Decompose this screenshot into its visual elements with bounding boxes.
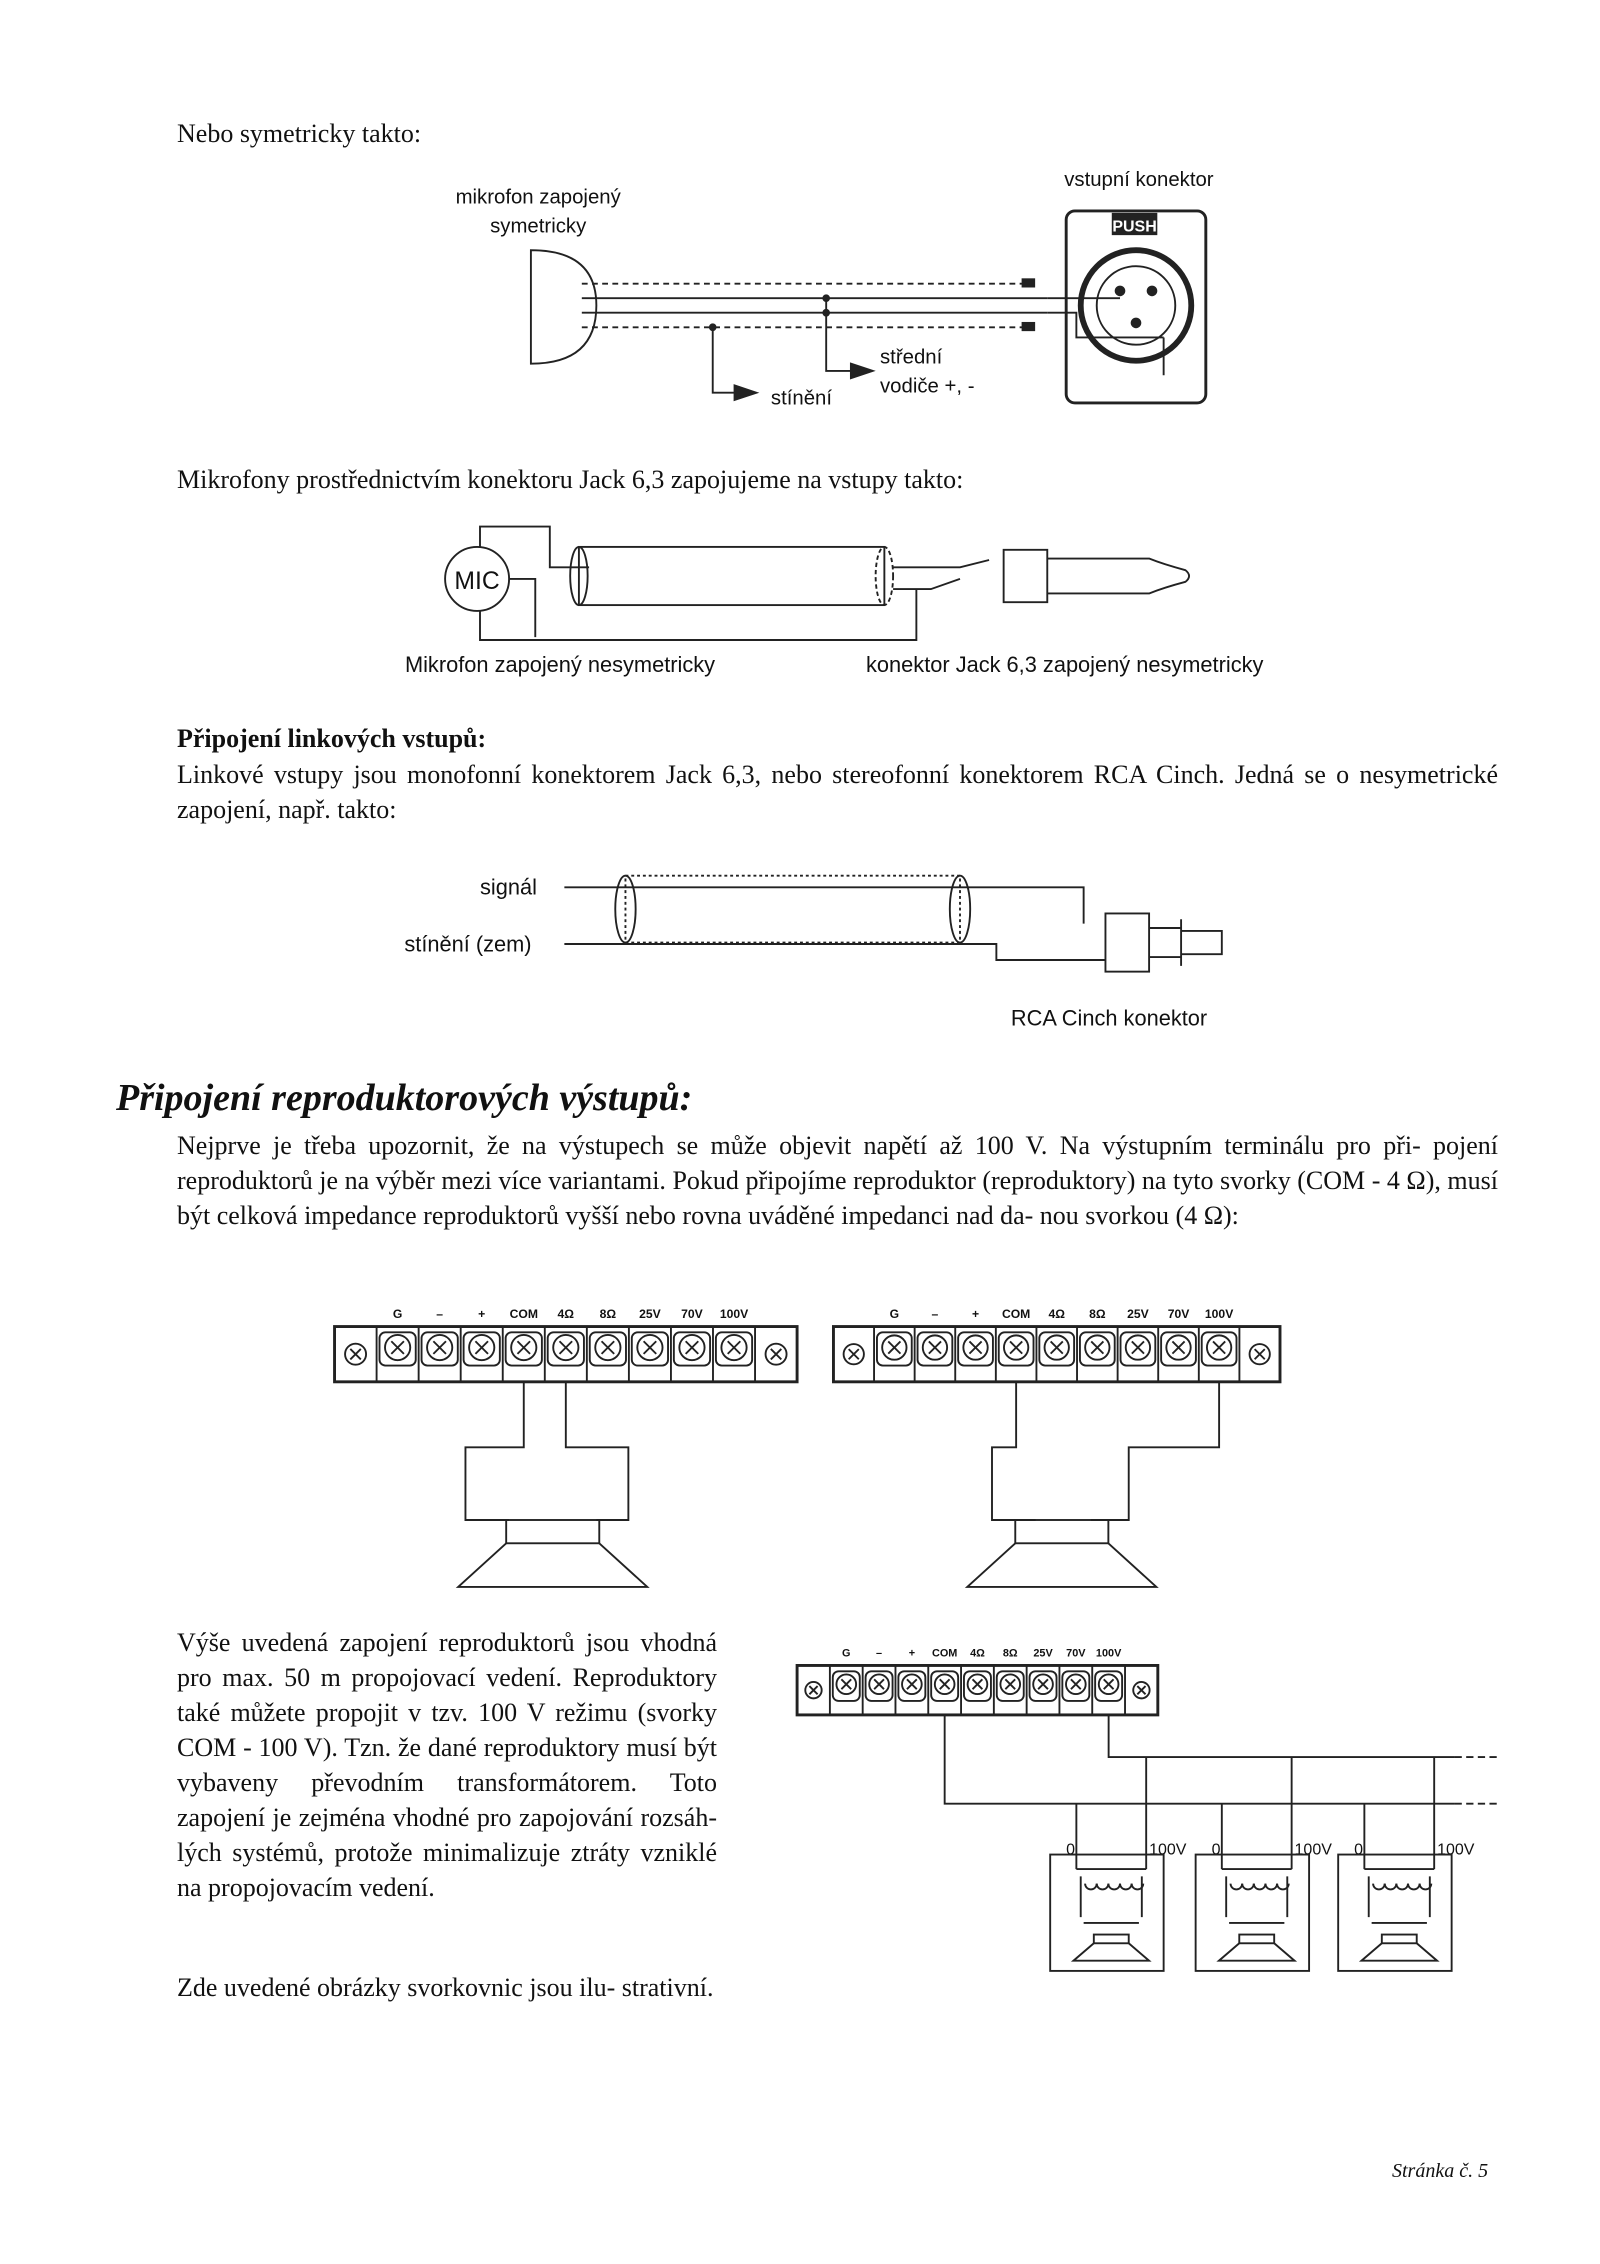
- push-label: PUSH: [1112, 218, 1157, 236]
- speaker-icon: [967, 1543, 1156, 1587]
- jack-mic-diagram: [405, 527, 1264, 677]
- symmetric-mic-diagram: [456, 169, 1214, 409]
- mic-head-icon: [531, 250, 596, 363]
- terminal-label: +: [908, 1647, 916, 1660]
- terminal-label: –: [436, 1306, 444, 1321]
- terminal-label: 25V: [1033, 1647, 1053, 1660]
- terminal-label: G: [392, 1306, 403, 1321]
- terminal-label: 70V: [1066, 1647, 1086, 1660]
- svg-text:100V: 100V: [1149, 1841, 1187, 1859]
- line-inputs-text: Linkové vstupy jsou monofonní konektorem Jack 6,3, nebo stereofonní konektorem RCA Cinch. Jedná se o nesymetrické zapojení, např. takto:: [177, 760, 1498, 824]
- intro-jack: Mikrofony prostřednictvím konektoru Jack 6,3 zapojujeme na vstupy takto:: [177, 465, 964, 494]
- mic-label: mikrofon zapojený: [455, 186, 621, 209]
- terminal-label: COM: [931, 1647, 958, 1660]
- jack-caption: konektor Jack 6,3 zapojený nesymetricky: [866, 652, 1264, 677]
- svg-text:0: 0: [1066, 1841, 1076, 1859]
- inner-wires-label-2: vodiče +, -: [880, 375, 975, 398]
- terminal-label: G: [889, 1306, 900, 1321]
- mic-caption: Mikrofon zapojený nesymetricky: [404, 652, 716, 677]
- speaker-magnet: [506, 1520, 599, 1543]
- svg-text:100V: 100V: [1294, 1841, 1332, 1859]
- terminal-label: 8Ω: [1089, 1306, 1106, 1321]
- terminal-label: G: [842, 1647, 851, 1660]
- terminal-label: 25V: [639, 1306, 661, 1321]
- shield-label: stínění: [770, 387, 833, 410]
- terminal-label: –: [876, 1647, 883, 1660]
- page-footer: Stránka č. 5: [1392, 2160, 1489, 2182]
- intro-symmetric: Nebo symetricky takto:: [177, 119, 422, 148]
- inner-wires-label: střední: [880, 346, 943, 369]
- terminal-label: 70V: [1167, 1306, 1190, 1321]
- terminal-label: COM: [509, 1306, 538, 1321]
- svg-text:0: 0: [1211, 1841, 1221, 1859]
- terminal-label: –: [931, 1306, 939, 1321]
- terminal-label: 8Ω: [599, 1306, 617, 1321]
- speaker-icon: [458, 1543, 647, 1587]
- rca-plug-icon: [1105, 913, 1149, 971]
- svg-text:0: 0: [1354, 1841, 1364, 1859]
- mic-text: MIC: [454, 568, 500, 596]
- terminal-label: 100V: [1204, 1306, 1234, 1321]
- speaker-outputs-text: Nejprve je třeba upozornit, že na výstupech se může objevit napětí až 100 V. Na výstupním terminálu pro při- pojení reproduktorů je na výběr mezi více variantami. Pokud připojíme reproduktor (reproduktory) na tyto svorky (COM - 4 Ω), musí být celková impedance reproduktorů vyšší nebo rovna uváděné impedanci nad da- nou svorkou (4 Ω):: [177, 1131, 1498, 1230]
- speaker-magnet: [1015, 1520, 1108, 1543]
- rca-diagram: [404, 875, 1221, 1031]
- terminal-label: 70V: [681, 1306, 703, 1321]
- bottom-text: Výše uvedená zapojení reproduktorů jsou vhodná pro max. 50 m propojovací vedení. Reproduktory také můžete propojit v tzv. 100 V režimu (svorky COM - 100 V). Tzn. že dané reproduktory musí být vybaveny převodním transformátorem. Toto zapojení je zejména vhodné pro zapojování rozsáh- lých systémů, protože minimalizuje ztráty vzniklé na propojovacím vedení.: [177, 1628, 717, 1902]
- signal-label: signál: [480, 874, 537, 900]
- terminal-label: COM: [1001, 1306, 1031, 1321]
- terminal-label: 8Ω: [1002, 1647, 1018, 1660]
- terminal-label: 25V: [1127, 1306, 1149, 1321]
- terminal-label: +: [971, 1306, 980, 1321]
- svg-text:100V: 100V: [1437, 1841, 1475, 1859]
- speaker-transformer: [1050, 1757, 1187, 1971]
- speaker-transformer: [1196, 1757, 1333, 1971]
- speaker-transformer: [1338, 1757, 1475, 1971]
- connector-label: vstupní konektor: [1064, 169, 1214, 192]
- terminal-strip-1: [335, 1307, 798, 1382]
- mic-label-2: symetricky: [490, 215, 587, 238]
- rca-label: RCA Cinch konektor: [1010, 1005, 1208, 1031]
- jack-plug-icon: [893, 550, 1189, 602]
- xlr-connector-icon: [1066, 211, 1206, 403]
- terminal-strip-3: [797, 1648, 1158, 1715]
- terminal-label: 4Ω: [1048, 1306, 1065, 1321]
- line-inputs-heading: Připojení linkových vstupů:: [177, 724, 487, 753]
- speaker-outputs-heading: Připojení reproduktorových výstupů:: [116, 1077, 693, 1119]
- terminal-label: +: [478, 1306, 486, 1321]
- shield-ground-label: stínění (zem): [404, 931, 532, 957]
- terminal-label: 4Ω: [557, 1306, 575, 1321]
- terminal-strip-2: [833, 1307, 1280, 1382]
- terminal-label: 100V: [719, 1306, 749, 1321]
- terminal-label: 100V: [1095, 1647, 1122, 1660]
- terminal-label: 4Ω: [970, 1647, 985, 1660]
- note-text: Zde uvedené obrázky svorkovnic jsou ilu- strativní.: [177, 1973, 714, 2002]
